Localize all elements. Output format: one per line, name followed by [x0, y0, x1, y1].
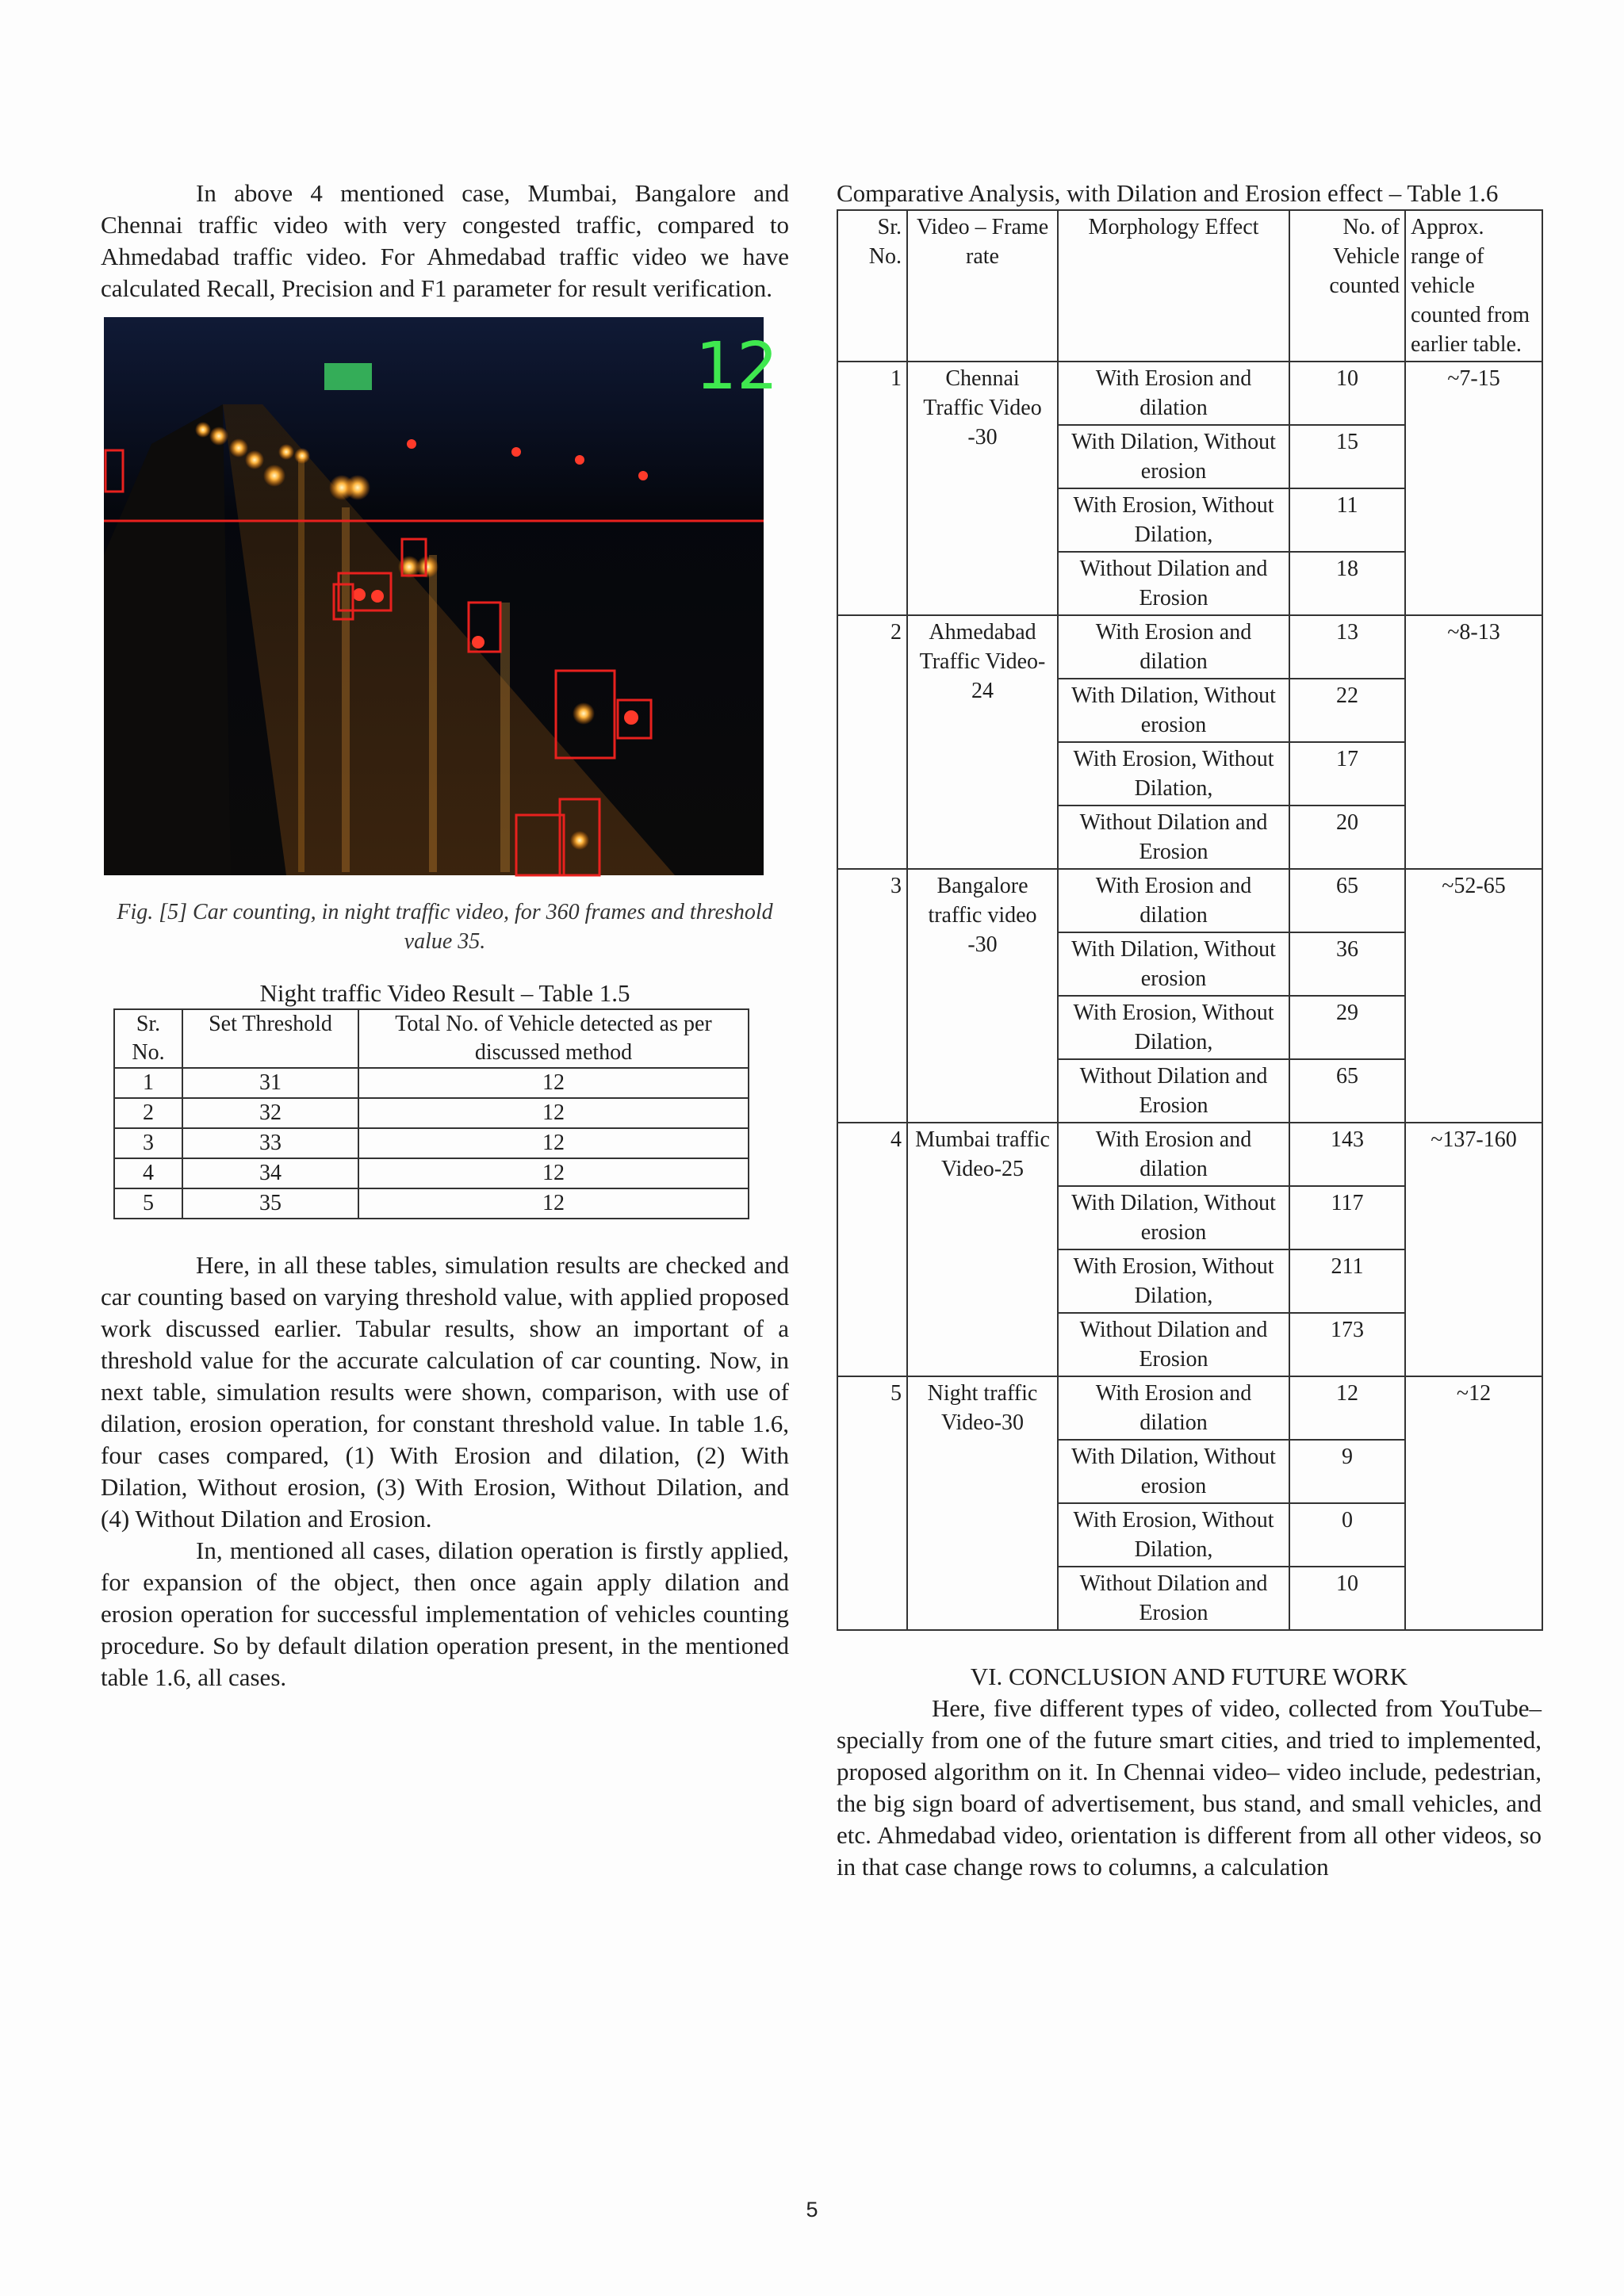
right-column	[837, 178, 1542, 1883]
table-cell: 12	[358, 1128, 749, 1158]
table-cell-count: 29	[1289, 996, 1405, 1059]
table-cell-count: 65	[1289, 869, 1405, 932]
table-cell: 5	[114, 1188, 182, 1219]
table-row	[837, 362, 1542, 425]
paragraph-intro: In above 4 mentioned case, Mumbai, Bangalore and Chennai traffic video with very congested traffic, compared to Ahmedabad traffic video. For Ahmedabad traffic video we have calculated Recall, Precision and F1 parameter for result verification.	[101, 179, 789, 302]
table-row	[837, 1123, 1542, 1186]
table-cell: 35	[182, 1188, 358, 1219]
table-cell-effect: With Dilation, Without erosion	[1058, 1440, 1289, 1503]
table-cell: 34	[182, 1158, 358, 1188]
paragraph-conclusion: Here, five different types of video, collected from YouTube–specially from one of the future smart cities, and tried to implemented, proposed algorithm on it. In Chennai video– video include, pedestrian, the big sign board of advertisement, bus stand, and small vehicles, and etc. Ahmedabad video, orientation is different from all other videos, so in that case change rows to columns, a calculation	[837, 1694, 1542, 1881]
table-cell: 4	[114, 1158, 182, 1188]
table-row	[114, 1158, 749, 1188]
table-cell-count: 10	[1289, 1567, 1405, 1630]
table-row	[114, 1098, 749, 1128]
table-cell-effect: With Erosion, Without Dilation,	[1058, 996, 1289, 1059]
table-cell: 12	[358, 1188, 749, 1219]
table-header-cell: Video – Frame rate	[907, 210, 1058, 362]
table-cell-video: Bangalore traffic video -30	[907, 869, 1058, 1123]
table-cell-count: 22	[1289, 679, 1405, 742]
table-cell-count: 20	[1289, 806, 1405, 869]
night-traffic-result-table	[113, 1008, 749, 1219]
table-cell-effect: With Erosion and dilation	[1058, 1123, 1289, 1186]
table-cell-effect: Without Dilation and Erosion	[1058, 1059, 1289, 1123]
section-heading: VI. CONCLUSION AND FUTURE WORK	[970, 1663, 1408, 1690]
table-cell-effect: Without Dilation and Erosion	[1058, 806, 1289, 869]
table-cell: 31	[182, 1068, 358, 1098]
table-cell-sr: 5	[837, 1376, 907, 1630]
table-cell-sr: 1	[837, 362, 907, 615]
table-cell-effect: With Erosion, Without Dilation,	[1058, 1249, 1289, 1313]
table-header-cell: Approx. range of vehicle counted from earlier table.	[1405, 210, 1542, 362]
table16-title: Comparative Analysis, with Dilation and Erosion effect – Table 1.6	[837, 179, 1499, 207]
table-cell-video: Mumbai traffic Video-25	[907, 1123, 1058, 1376]
table-cell-count: 36	[1289, 932, 1405, 996]
table-cell: 12	[358, 1098, 749, 1128]
table-cell-sr: 4	[837, 1123, 907, 1376]
table-cell: 12	[358, 1158, 749, 1188]
table-header-cell: Total No. of Vehicle detected as per discussed method	[358, 1009, 749, 1068]
table-cell-effect: Without Dilation and Erosion	[1058, 1567, 1289, 1630]
table-header-row	[114, 1009, 749, 1068]
table-row	[114, 1068, 749, 1098]
table-header-cell: Sr. No.	[837, 210, 907, 362]
vehicle-counter-text: 12	[695, 329, 779, 404]
table-row	[114, 1188, 749, 1219]
table-cell-effect: With Erosion and dilation	[1058, 615, 1289, 679]
table-cell-effect: With Dilation, Without erosion	[1058, 679, 1289, 742]
table-cell-sr: 2	[837, 615, 907, 869]
table-cell-video: Night traffic Video-30	[907, 1376, 1058, 1630]
figure-caption: Fig. [5] Car counting, in night traffic video, for 360 frames and threshold value 35.	[117, 900, 773, 954]
table-cell-count: 173	[1289, 1313, 1405, 1376]
table-cell-effect: With Erosion and dilation	[1058, 1376, 1289, 1440]
table-cell-effect: Without Dilation and Erosion	[1058, 552, 1289, 615]
night-traffic-image	[104, 317, 779, 875]
table-cell-range: ~8-13	[1405, 615, 1542, 869]
table-cell-sr: 3	[837, 869, 907, 1123]
table-cell-range: ~7-15	[1405, 362, 1542, 615]
table-cell: 3	[114, 1128, 182, 1158]
table-header-cell: Sr. No.	[114, 1009, 182, 1068]
table-row	[837, 1376, 1542, 1440]
table-header-cell: Morphology Effect	[1058, 210, 1289, 362]
table-cell-count: 17	[1289, 742, 1405, 806]
comparative-analysis-table	[837, 209, 1543, 1631]
table-cell-effect: With Erosion and dilation	[1058, 869, 1289, 932]
table-cell-video: Ahmedabad Traffic Video-24	[907, 615, 1058, 869]
table-row	[114, 1128, 749, 1158]
table-cell-effect: With Dilation, Without erosion	[1058, 1186, 1289, 1249]
table-cell-count: 117	[1289, 1186, 1405, 1249]
table-cell-count: 13	[1289, 615, 1405, 679]
table-cell-range: ~137-160	[1405, 1123, 1542, 1376]
table-cell-count: 11	[1289, 488, 1405, 552]
table-cell-effect: With Erosion, Without Dilation,	[1058, 742, 1289, 806]
table-row	[837, 615, 1542, 679]
night-traffic-figure	[104, 317, 779, 875]
table-cell-range: ~12	[1405, 1376, 1542, 1630]
table-header-cell: No. of Vehicle counted	[1289, 210, 1405, 362]
table-cell-effect: With Erosion, Without Dilation,	[1058, 1503, 1289, 1567]
table-row	[837, 869, 1542, 932]
table-cell-count: 15	[1289, 425, 1405, 488]
table-cell: 12	[358, 1068, 749, 1098]
table-cell-effect: Without Dilation and Erosion	[1058, 1313, 1289, 1376]
table-cell-range: ~52-65	[1405, 869, 1542, 1123]
table-header-row	[837, 210, 1542, 362]
table-cell-count: 143	[1289, 1123, 1405, 1186]
paragraph-results: Here, in all these tables, simulation results are checked and car counting based on varying threshold value, with applied proposed work discussed earlier. Tabular results, show an important of a threshold value for the accurate calculation of car counting. Now, in next table, simulation results were shown, comparison, with use of dilation, erosion operation, for constant threshold value. In table 1.6, four cases compared, (1) With Erosion and dilation, (2) With Dilation, Without erosion, (3) With Erosion, Without Dilation, and (4) Without Dilation and Erosion.	[101, 1251, 789, 1533]
table-cell: 33	[182, 1128, 358, 1158]
page-number: 5	[806, 2198, 818, 2221]
paragraph-dilation: In, mentioned all cases, dilation operation is firstly applied, for expansion of the object, then once again apply dilation and erosion operation for successful implementation of vehicles counting procedure. So by default dilation operation present, in the mentioned table 1.6, all cases.	[101, 1536, 789, 1691]
table-cell-count: 18	[1289, 552, 1405, 615]
table-cell-count: 9	[1289, 1440, 1405, 1503]
left-column	[101, 178, 789, 1693]
table-cell-effect: With Erosion and dilation	[1058, 362, 1289, 425]
table-cell-count: 65	[1289, 1059, 1405, 1123]
table-cell-effect: With Erosion, Without Dilation,	[1058, 488, 1289, 552]
table-cell-count: 10	[1289, 362, 1405, 425]
table15-title: Night traffic Video Result – Table 1.5	[259, 979, 630, 1007]
table-cell-count: 211	[1289, 1249, 1405, 1313]
table-cell-count: 12	[1289, 1376, 1405, 1440]
table-cell: 32	[182, 1098, 358, 1128]
table-header-cell: Set Threshold	[182, 1009, 358, 1068]
table-cell-count: 0	[1289, 1503, 1405, 1567]
table-cell: 1	[114, 1068, 182, 1098]
table-cell-video: Chennai Traffic Video -30	[907, 362, 1058, 615]
table-cell-effect: With Dilation, Without erosion	[1058, 932, 1289, 996]
table-cell-effect: With Dilation, Without erosion	[1058, 425, 1289, 488]
table-cell: 2	[114, 1098, 182, 1128]
